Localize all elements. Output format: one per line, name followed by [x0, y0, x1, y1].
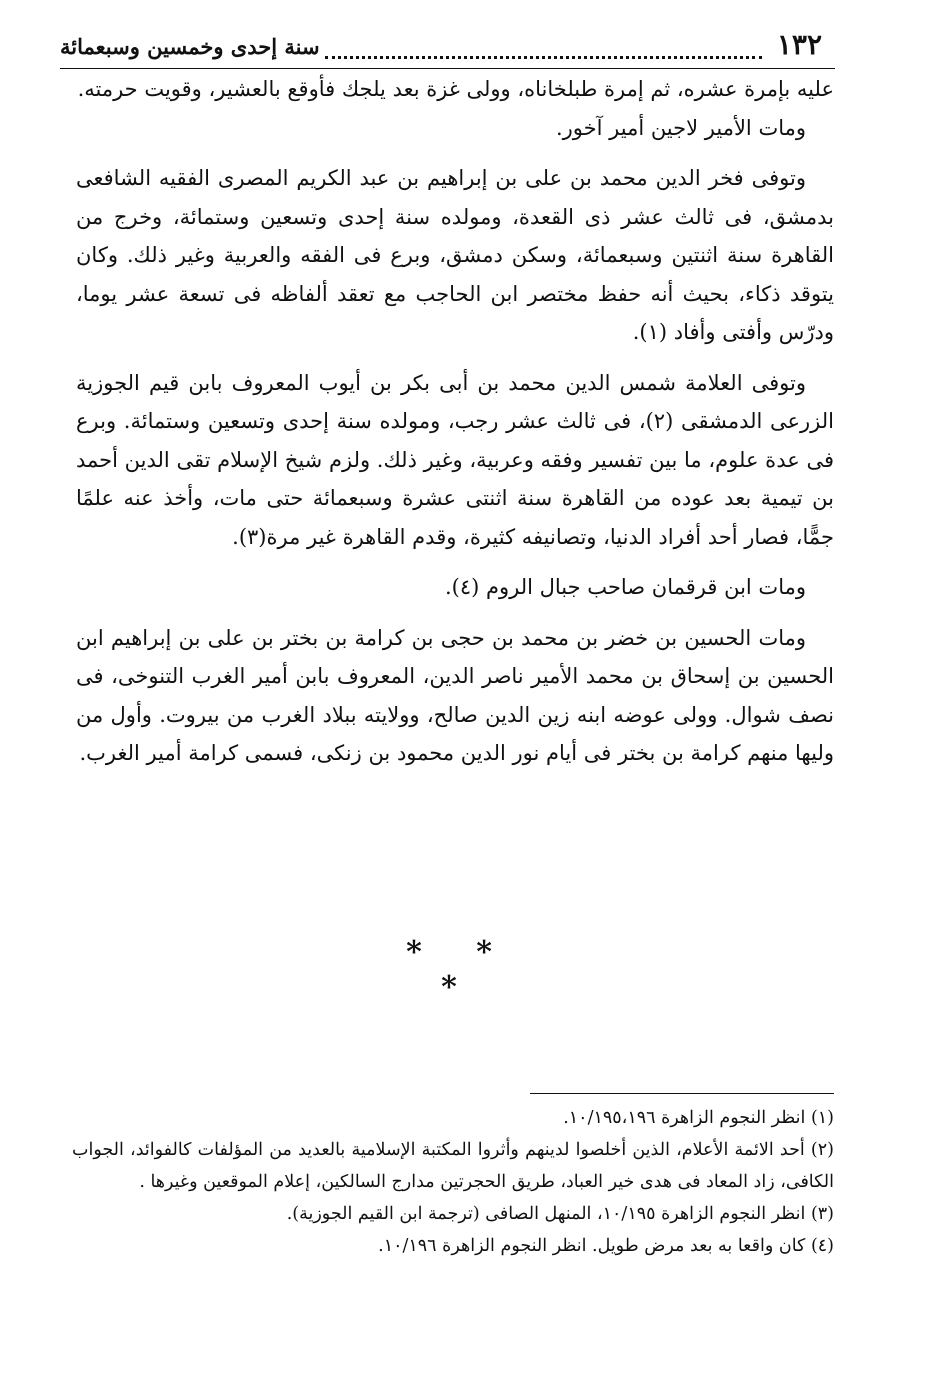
paragraph-ibn-qurqman: ومات ابن قرقمان صاحب جبال الروم (٤).	[444, 575, 806, 599]
page-header	[60, 24, 832, 66]
footnote-4: (٤) كان واقعا به بعد مرض طويل. انظر النجوم الزاهرة ١٠/١٩٦.	[378, 1236, 834, 1256]
paragraph-continuation: عليه بإمرة عشره، ثم إمرة طبلخاناه، وولى غزة بعد يلجك فأوقع بالعشير، وقويت حرمته.	[77, 77, 834, 101]
paragraph-al-husayn: ومات الحسين بن خضر بن محمد بن حجى بن كرامة بن بختر بن على بن إبراهيم ابن الحسين بن إسحاق بن محمد الأمير ناصر الدين، المعروف بابن أمير الغرب التنوخى، فى نصف شوال. وولى عوضه ابنه زين الدين صالح، وولايته ببلاد الغرب من بيروت. وأول من وليها منهم كرامة بن بختر فى أيام نور الدين محمود بن زنكى، فسمى كرامة أمير الغرب.	[76, 625, 834, 765]
main-text	[76, 70, 834, 785]
header-rule	[60, 68, 835, 69]
footnote-3: (٣) انظر النجوم الزاهرة ١٠/١٩٥، المنهل الصافى (ترجمة ابن القيم الجوزية).	[286, 1204, 834, 1224]
footnote-2: (٢) أحد الائمة الأعلام، الذين أخلصوا لدينهم وأثروا المكتبة الإسلامية بالعديد من المؤلفات كالفوائد، الجواب الكافى، زاد المعاد فى هدى خير العباد، طريق الحجرتين مدارج السالكين، إعلام الموقعين وغيرها .	[72, 1140, 834, 1192]
footnote-1: (١) انظر النجوم الزاهرة ١٠/١٩٥،١٩٦.	[563, 1108, 834, 1128]
page-number: ١٣٢	[776, 28, 822, 61]
running-title: سنة إحدى وخمسين وسبعمائة	[60, 34, 320, 59]
footnotes	[72, 1102, 834, 1262]
paragraph-lajin: ومات الأمير لاجين أمير آخور.	[555, 115, 806, 140]
paragraph-fakhr-al-din: وتوفى فخر الدين محمد بن على بن إبراهيم بن عبد الكريم المصرى الفقيه الشافعى بدمشق، فى ثالث عشر ذى القعدة، ومولده سنة إحدى وتسعين وستمائة، وخرج من القاهرة سنة اثنتين وسبعمائة، وسكن دمشق، وبرع فى الفقه والعربية وغير ذلك. وكان يتوقد ذكاء، بحيث أنه حفظ مختصر ابن الحاجب مع تعقد ألفاظه فى تسعة عشر يوما، ودرّس وأفتى وأفاد (١).	[76, 166, 834, 344]
footnote-rule	[530, 1093, 834, 1094]
dotted-leader	[325, 56, 762, 59]
paragraph-ibn-qayyim: وتوفى العلامة شمس الدين محمد بن أبى بكر بن أيوب المعروف بابن قيم الجوزية الزرعى الدمشقى (٢)، فى ثالث عشر رجب، ومولده سنة إحدى وتسعين وستمائة. وبرع فى عدة علوم، ما بين تفسير وفقه وعربية، وغير ذلك. ولزم شيخ الإسلام تقى الدين أحمد بن تيمية بعد عوده من القاهرة سنة اثنتى عشرة وسبعمائة حتى مات، وأخذ عنه علمًا جمًّا، فصار أحد أفراد الدنيا، وتصانيفه كثيرة، وقدم القاهرة غير مرة(٣).	[76, 370, 834, 549]
section-separator: * * *	[406, 935, 514, 1005]
